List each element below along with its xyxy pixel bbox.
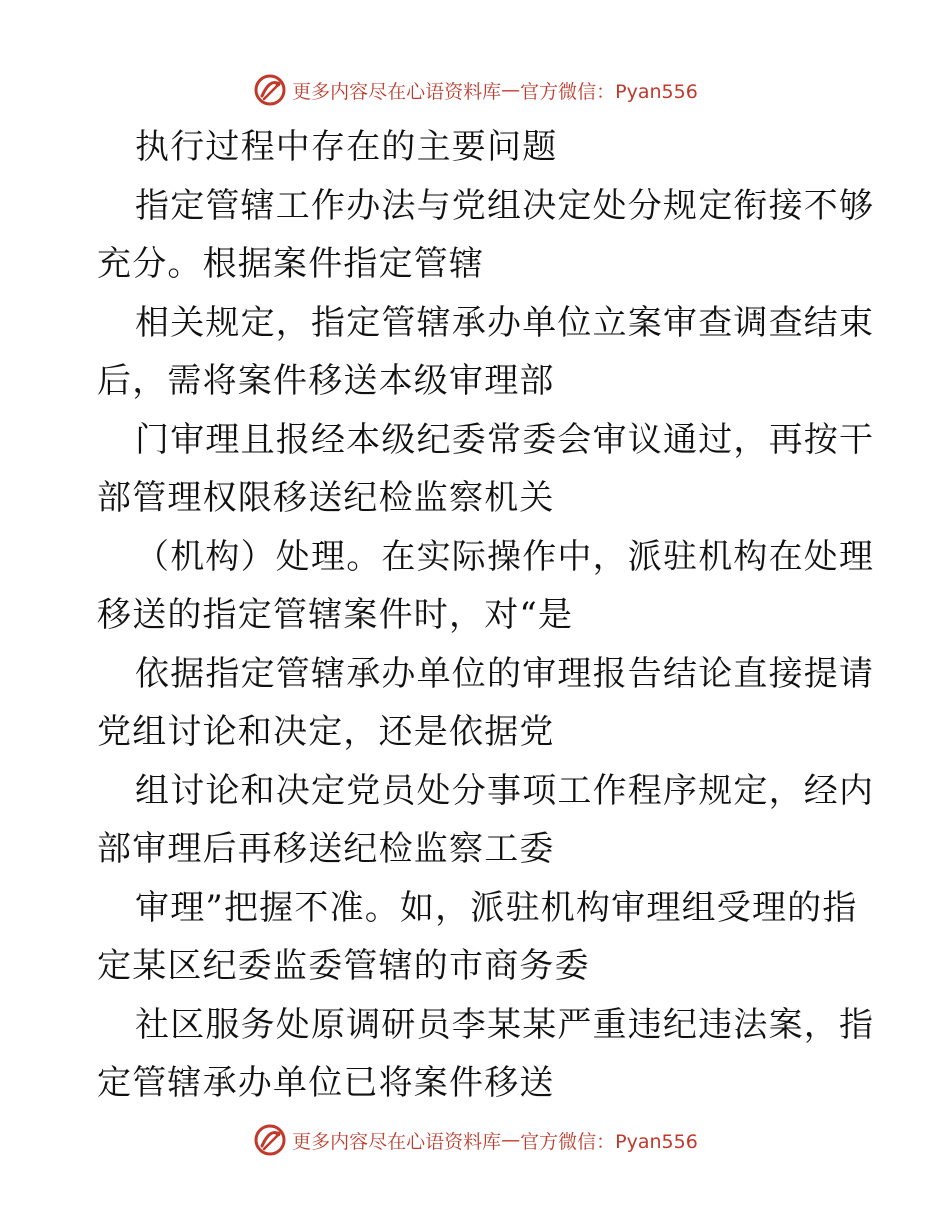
text-line: 党组讨论和决定，还是依据党: [97, 712, 555, 752]
text-line: 部管理权限移送纪检监察机关: [97, 478, 555, 518]
text-line: （机构）处理。在实际操作中，派驻机构在处理: [135, 536, 875, 577]
banner-separator: —: [501, 1129, 521, 1151]
text-line: 执行过程中存在的主要问题: [135, 127, 558, 167]
wechat-contact: 官方微信：Pyan556: [520, 80, 698, 103]
header-watermark: [0, 70, 950, 110]
text-line: 组讨论和决定党员处分事项工作程序规定，经内: [135, 770, 875, 811]
text-line: 依据指定管辖承办单位的审理报告结论直接提请: [135, 653, 875, 694]
text-line: 移送的指定管辖案件时，对“是: [97, 595, 574, 635]
text-line: 指定管辖工作办法与党组决定处分规定衔接不够: [135, 185, 875, 226]
brand-text: 更多内容尽在心语资料库: [292, 80, 502, 103]
text-line: 审理”把握不准。如，派驻机构审理组受理的指: [135, 887, 858, 928]
text-line: 社区服务处原调研员李某某严重违纪违法案，指: [135, 1004, 875, 1045]
text-line: 充分。根据案件指定管辖: [97, 244, 485, 284]
document-body: [97, 118, 875, 1113]
text-line: 门审理且报经本级纪委常委会审议通过，再按干: [135, 419, 875, 460]
text-line: 定某区纪委监委管辖的市商务委: [97, 946, 590, 986]
brand-text: 更多内容尽在心语资料库: [292, 1130, 502, 1153]
text-line: 后，需将案件移送本级审理部: [97, 361, 555, 401]
text-line: 部审理后再移送纪检监察工委: [97, 829, 555, 869]
text-line: 相关规定，指定管辖承办单位立案审查调查结束: [135, 302, 875, 343]
footer-watermark: [0, 1120, 950, 1160]
banner-separator: —: [501, 79, 521, 101]
brand-logo-icon: [252, 72, 288, 108]
text-line: 定管辖承办单位已将案件移送: [97, 1063, 555, 1103]
brand-logo-icon: [252, 1122, 288, 1158]
wechat-contact: 官方微信：Pyan556: [520, 1130, 698, 1153]
